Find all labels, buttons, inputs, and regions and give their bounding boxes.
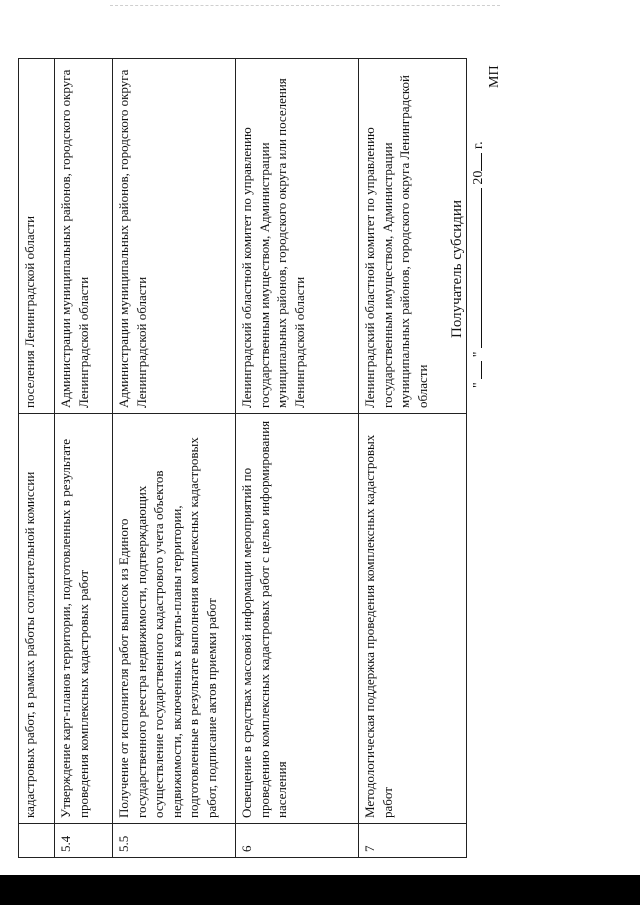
row-number: 5.4 bbox=[55, 824, 113, 858]
task-cell: Методологическая поддержка проведения комплексных кадастровых работ bbox=[359, 414, 467, 824]
executor-cell: Ленинградский областной комитет по управлению государственным имуществом, Администрации муниципальных районов, городского округа или поселения Ленинградской области bbox=[236, 59, 359, 414]
rotated-page bbox=[18, 58, 502, 858]
task-cell: Освещение в средствах массовой информации мероприятий по проведению комплексных кадастровых работ с целью информирования населения bbox=[236, 414, 359, 824]
table-row bbox=[359, 59, 467, 858]
table-row bbox=[236, 59, 359, 858]
table-row bbox=[113, 59, 236, 858]
row-number: 5.5 bbox=[113, 824, 236, 858]
scan-border-bottom bbox=[0, 875, 640, 905]
month-blank bbox=[468, 188, 482, 348]
scan-artifact-rule bbox=[110, 5, 500, 6]
year-suffix: г. bbox=[471, 141, 486, 150]
year-blank bbox=[468, 153, 482, 171]
row-number: 7 bbox=[359, 824, 467, 858]
row-number: 6 bbox=[236, 824, 359, 858]
task-table bbox=[18, 58, 467, 858]
executor-cell: Ленинградский областной комитет по управлению государственным имуществом, Администрации муниципальных районов, городского округа Ленинградской области bbox=[359, 59, 467, 414]
stamp-placeholder: МП bbox=[487, 65, 502, 88]
row-number bbox=[19, 824, 55, 858]
table-row bbox=[19, 59, 55, 858]
executor-cell: поселения Ленинградской области bbox=[19, 59, 55, 414]
task-cell: Получение от исполнителя работ выписок из Единого государственного реестра недвижимости, подтверждающих осуществление государственного кадастрового учета объектов недвижимости, включенных в карты-планы территории, подготовленные в результате выполнения комплексных кадастровых работ, подписание актов приемки работ bbox=[113, 414, 236, 824]
executor-cell: Администрации муниципальных районов, городского округа Ленинградской области bbox=[55, 59, 113, 414]
year-prefix: 20 bbox=[471, 170, 486, 185]
quote-open: " bbox=[471, 382, 486, 388]
task-cell: Утверждение карт-планов территории, подготовленных в результате проведения комплексных кадастровых работ bbox=[55, 414, 113, 824]
task-cell: кадастровых работ, в рамках работы согласительной комиссии bbox=[19, 414, 55, 824]
signature-title: Получатель субсидии bbox=[449, 200, 465, 338]
quote-close: " bbox=[471, 351, 486, 358]
executor-cell: Администрации муниципальных районов, городского округа Ленинградской области bbox=[113, 59, 236, 414]
table-row bbox=[55, 59, 113, 858]
signature-date-line bbox=[468, 141, 488, 388]
day-blank bbox=[468, 361, 482, 379]
